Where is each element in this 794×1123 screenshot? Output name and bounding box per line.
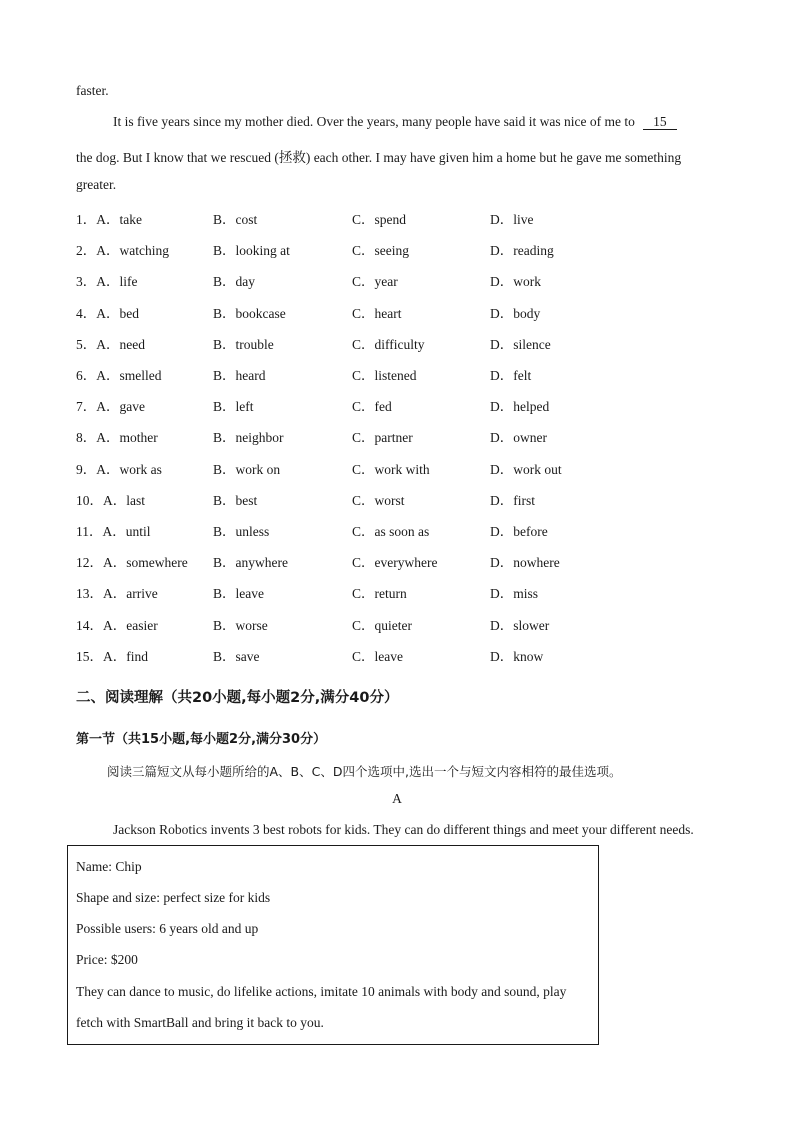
section-title: 二、阅读理解（共20小题,每小题2分,满分40分） <box>76 690 399 706</box>
option-a <box>76 614 158 634</box>
option-a <box>76 426 158 446</box>
option-a <box>76 458 162 478</box>
option-a <box>76 333 145 353</box>
option-d: D．reading <box>490 243 554 258</box>
option-a <box>76 582 158 602</box>
option-d: D．live <box>490 212 534 227</box>
option-a <box>76 395 145 415</box>
option-c: C．heart <box>352 306 402 321</box>
passage-intro: Jackson Robotics invents 3 best robots for kids. They can do different things and meet your different needs. <box>113 822 694 837</box>
question-row <box>76 645 736 665</box>
option-d: D．helped <box>490 399 550 414</box>
option-b: B．heard <box>213 368 266 383</box>
passage-line <box>113 114 677 130</box>
option-d: D．owner <box>490 430 547 445</box>
option-b: B．worse <box>213 618 268 633</box>
option-text: A．smelled <box>96 368 162 383</box>
option-c: C．return <box>352 586 407 601</box>
question-number: 4． <box>76 306 97 321</box>
option-c: C．everywhere <box>352 555 438 570</box>
option-text: A．bed <box>96 306 139 321</box>
option-text: A．life <box>96 274 138 289</box>
question-number: 14． <box>76 618 103 633</box>
passage-line: greater. <box>76 177 117 192</box>
question-number: 13． <box>76 586 103 601</box>
option-b: B．best <box>213 493 258 508</box>
question-row <box>76 333 736 353</box>
question-row <box>76 520 736 540</box>
option-a <box>76 364 162 384</box>
option-a <box>76 520 151 540</box>
option-text: A．easier <box>103 618 158 633</box>
option-b: B．cost <box>213 212 258 227</box>
question-number: 10． <box>76 493 103 508</box>
option-c: C．seeing <box>352 243 409 258</box>
passage-label: A <box>392 791 402 806</box>
robot-description: fetch with SmartBall and bring it back to you. <box>76 1015 324 1030</box>
option-a <box>76 645 148 665</box>
option-d: D．know <box>490 649 544 664</box>
question-row <box>76 239 736 259</box>
option-b: B．looking at <box>213 243 290 258</box>
part-title: 第一节（共15小题,每小题2分,满分30分） <box>76 732 327 747</box>
passage-text: It is five years since my mother died. Over the years, many people have said it was nice of me to <box>113 114 635 129</box>
option-b: B．bookcase <box>213 306 286 321</box>
option-b: B．leave <box>213 586 264 601</box>
option-d: D．felt <box>490 368 532 383</box>
option-text: A．until <box>102 524 151 539</box>
option-d: D．nowhere <box>490 555 560 570</box>
option-d: D．body <box>490 306 541 321</box>
question-row <box>76 458 736 478</box>
option-c: C．as soon as <box>352 524 430 539</box>
passage-line: the dog. But I know that we rescued (拯救) each other. I may have given him a home but he gave me something <box>76 150 682 165</box>
option-text: A．gave <box>96 399 145 414</box>
question-number: 3． <box>76 274 97 289</box>
option-c: C．quieter <box>352 618 412 633</box>
option-d: D．work out <box>490 462 562 477</box>
question-row <box>76 302 736 322</box>
option-text: A．find <box>103 649 148 664</box>
option-d: D．before <box>490 524 548 539</box>
robot-shape: Shape and size: perfect size for kids <box>76 890 271 905</box>
option-d: D．first <box>490 493 535 508</box>
robot-name: Name: Chip <box>76 859 142 874</box>
question-row <box>76 426 736 446</box>
answer-blank: 15 <box>643 115 677 130</box>
option-d: D．miss <box>490 586 539 601</box>
option-c: C．partner <box>352 430 413 445</box>
question-number: 1． <box>76 212 97 227</box>
option-c: C．year <box>352 274 398 289</box>
question-number: 2． <box>76 243 97 258</box>
option-d: D．silence <box>490 337 551 352</box>
option-b: B．trouble <box>213 337 274 352</box>
question-number: 11． <box>76 524 103 539</box>
option-a <box>76 270 138 290</box>
option-c: C．worst <box>352 493 405 508</box>
option-text: A．last <box>103 493 145 508</box>
option-c: C．fed <box>352 399 392 414</box>
option-c: C．listened <box>352 368 417 383</box>
passage-line: faster. <box>76 83 109 98</box>
option-b: B．unless <box>213 524 270 539</box>
question-number: 12． <box>76 555 103 570</box>
option-d: D．slower <box>490 618 550 633</box>
option-text: A．take <box>96 212 142 227</box>
question-row <box>76 489 736 509</box>
option-b: B．neighbor <box>213 430 284 445</box>
option-d: D．work <box>490 274 541 289</box>
option-a <box>76 239 169 259</box>
question-row <box>76 614 736 634</box>
robot-info-box <box>67 845 599 1045</box>
option-b: B．left <box>213 399 254 414</box>
robot-users: Possible users: 6 years old and up <box>76 921 259 936</box>
question-number: 6． <box>76 368 97 383</box>
option-text: A．somewhere <box>103 555 188 570</box>
option-c: C．difficulty <box>352 337 425 352</box>
option-b: B．day <box>213 274 255 289</box>
robot-price: Price: $200 <box>76 952 138 967</box>
option-a <box>76 208 142 228</box>
question-number: 15． <box>76 649 103 664</box>
robot-description: They can dance to music, do lifelike actions, imitate 10 animals with body and sound, play <box>76 984 567 999</box>
question-row <box>76 582 736 602</box>
option-text: A．work as <box>96 462 162 477</box>
question-number: 9． <box>76 462 97 477</box>
option-b: B．work on <box>213 462 281 477</box>
question-number: 5． <box>76 337 97 352</box>
option-a <box>76 489 145 509</box>
question-row <box>76 551 736 571</box>
option-b: B．anywhere <box>213 555 288 570</box>
question-row <box>76 270 736 290</box>
option-a <box>76 551 188 571</box>
option-b: B．save <box>213 649 260 664</box>
option-text: A．arrive <box>103 586 158 601</box>
question-row <box>76 364 736 384</box>
question-number: 8． <box>76 430 97 445</box>
question-number: 7． <box>76 399 97 414</box>
option-c: C．work with <box>352 462 430 477</box>
question-row <box>76 395 736 415</box>
instruction: 阅读三篇短文从每小题所给的A、B、C、D四个选项中,选出一个与短文内容相符的最佳选项。 <box>107 764 622 779</box>
option-c: C．spend <box>352 212 406 227</box>
option-text: A．mother <box>96 430 158 445</box>
option-c: C．leave <box>352 649 403 664</box>
option-text: A．need <box>96 337 145 352</box>
option-a <box>76 302 139 322</box>
question-row <box>76 208 736 228</box>
option-text: A．watching <box>96 243 169 258</box>
